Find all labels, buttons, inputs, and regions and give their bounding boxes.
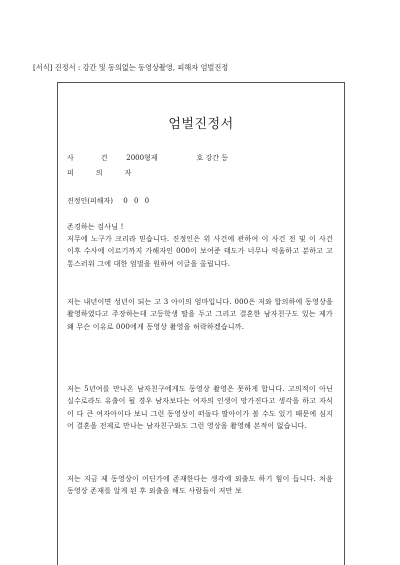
- suspect-row: [67, 168, 153, 178]
- greeting: 존경하는 검사님 !: [67, 223, 124, 231]
- case-suffix: 호 강간 등: [196, 154, 228, 162]
- paragraph-2: 저는 내년이면 성년이 되는 고 3 아이의 엄마입니다. 000은 저와 합의하에 동영상을 촬영하였다고 주장하는데 고등학생 딸을 두고 그리고 결혼한 남자친구도 있는 제가 왜 무슨 이유로 000에게 동영상 촬영을 허락하겠습니까.: [67, 298, 333, 331]
- petitioner-name: 0 0 0: [123, 197, 152, 205]
- paragraph-3: 저는 5년여를 만나온 남자친구에게도 동영상 촬영은 못하게 합니다. 고의적이 아닌 실수로라도 유출이 될 경우 남자보다는 여자의 인생이 망가진다고 생각을 하고 자식이 다 큰 여자아이다 보니 그런 동영상이 떠돌다 딸아이가 볼 수도 있기 때문에 심지어 결혼을 전제로 만나는 남자친구와도 그런 영상을 촬영해 본적이 없습니다.: [67, 385, 333, 431]
- petition-document: [57, 82, 345, 565]
- petitioner-row: [67, 196, 151, 206]
- petitioner-label: 진정인(피해자): [67, 197, 114, 205]
- form-caption: [서식] 진정서 : 강간 및 동의없는 동영상촬영, 피해자 엄벌진정: [33, 63, 229, 72]
- case-number: 2000형제: [126, 154, 158, 162]
- paragraph-4: 저는 지금 제 동영상이 어딘가에 존재한다는 생각에 외출도 하기 힘이 듭니다. 처음 동영상 존재를 알게 된 후 외출을 해도 사람들이 저만 보: [67, 475, 333, 496]
- paragraph-1: 저무에 노구가 크리라 믿습니다. 진정인은 위 사건에 관하여 이 사건 전 및 이 사건 이후 수사에 이르기까지 가해자인 000이 보여준 태도가 너무나 억울하고 분하고 고통스러워 그에 대한 엄벌을 원하여 이글을 올립니다.: [67, 235, 333, 268]
- case-row: [67, 153, 228, 163]
- case-label: 사건: [67, 154, 135, 162]
- document-title: 엄벌진정서: [168, 117, 234, 132]
- suspect-label: 피의자: [67, 169, 154, 177]
